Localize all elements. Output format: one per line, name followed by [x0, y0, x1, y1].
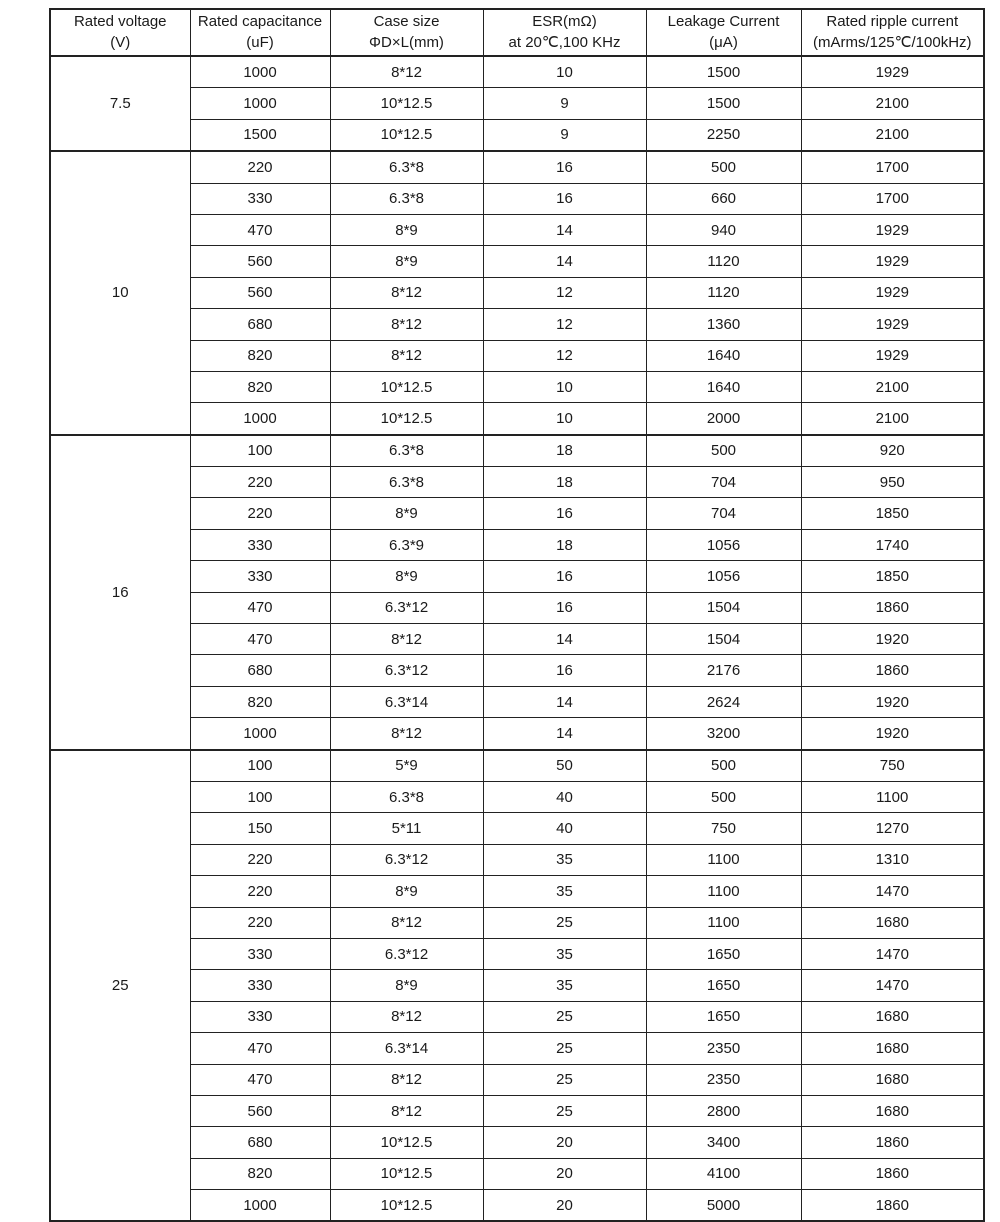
- cell-leakage-current: 500: [646, 151, 801, 183]
- cell-leakage-current: 2000: [646, 403, 801, 435]
- cell-esr: 20: [483, 1190, 646, 1222]
- col-header-case-size: [330, 9, 483, 56]
- cell-ripple-current: 1860: [801, 655, 984, 686]
- cell-leakage-current: 2350: [646, 1033, 801, 1064]
- cell-ripple-current: 1920: [801, 686, 984, 717]
- cell-ripple-current: 1929: [801, 309, 984, 340]
- cell-case-size: 6.3*8: [330, 435, 483, 467]
- cell-capacitance: 560: [190, 246, 330, 277]
- cell-ripple-current: 2100: [801, 119, 984, 151]
- cell-ripple-current: 2100: [801, 371, 984, 402]
- cell-esr: 25: [483, 1033, 646, 1064]
- cell-case-size: 8*12: [330, 907, 483, 938]
- cell-ripple-current: 1680: [801, 1001, 984, 1032]
- cell-esr: 16: [483, 498, 646, 529]
- cell-leakage-current: 5000: [646, 1190, 801, 1222]
- cell-capacitance: 470: [190, 624, 330, 655]
- cell-leakage-current: 704: [646, 467, 801, 498]
- cell-leakage-current: 750: [646, 813, 801, 844]
- cell-leakage-current: 704: [646, 498, 801, 529]
- cell-leakage-current: 1650: [646, 1001, 801, 1032]
- table-row: [50, 655, 984, 686]
- cell-case-size: 6.3*12: [330, 655, 483, 686]
- cell-capacitance: 1000: [190, 56, 330, 88]
- col-header-line2: (μA): [709, 33, 738, 51]
- table-row: [50, 1064, 984, 1095]
- cell-case-size: 10*12.5: [330, 119, 483, 151]
- cell-case-size: 8*9: [330, 561, 483, 592]
- cell-leakage-current: 1100: [646, 844, 801, 875]
- cell-case-size: 6.3*9: [330, 529, 483, 560]
- cell-case-size: 8*12: [330, 1001, 483, 1032]
- cell-leakage-current: 1500: [646, 88, 801, 119]
- cell-leakage-current: 2624: [646, 686, 801, 717]
- cell-ripple-current: 1929: [801, 214, 984, 245]
- cell-ripple-current: 1850: [801, 498, 984, 529]
- cell-esr: 14: [483, 624, 646, 655]
- cell-ripple-current: 950: [801, 467, 984, 498]
- cell-capacitance: 100: [190, 781, 330, 812]
- cell-case-size: 8*12: [330, 1095, 483, 1126]
- col-header-ripple-current: [801, 9, 984, 56]
- cell-esr: 10: [483, 403, 646, 435]
- table-row: [50, 844, 984, 875]
- table-row: [50, 686, 984, 717]
- table-row: [50, 1095, 984, 1126]
- cell-esr: 12: [483, 340, 646, 371]
- cell-ripple-current: 1310: [801, 844, 984, 875]
- table-row: [50, 624, 984, 655]
- table-row: [50, 529, 984, 560]
- cell-capacitance: 1000: [190, 718, 330, 750]
- cell-capacitance: 1000: [190, 403, 330, 435]
- cell-esr: 16: [483, 561, 646, 592]
- cell-leakage-current: 3200: [646, 718, 801, 750]
- cell-esr: 14: [483, 246, 646, 277]
- cell-leakage-current: 1120: [646, 277, 801, 308]
- table-row: [50, 277, 984, 308]
- col-header-line2: ΦD×L(mm): [369, 33, 444, 51]
- cell-capacitance: 470: [190, 592, 330, 623]
- cell-esr: 18: [483, 529, 646, 560]
- table-row: [50, 214, 984, 245]
- cell-esr: 16: [483, 592, 646, 623]
- cell-case-size: 6.3*8: [330, 781, 483, 812]
- cell-ripple-current: 1470: [801, 970, 984, 1001]
- cell-case-size: 6.3*14: [330, 1033, 483, 1064]
- cell-ripple-current: 1929: [801, 56, 984, 88]
- cell-capacitance: 820: [190, 340, 330, 371]
- cell-case-size: 6.3*8: [330, 183, 483, 214]
- cell-ripple-current: 1740: [801, 529, 984, 560]
- cell-leakage-current: 4100: [646, 1158, 801, 1189]
- cell-case-size: 8*9: [330, 498, 483, 529]
- cell-case-size: 6.3*8: [330, 467, 483, 498]
- cell-rated-voltage: 7.5: [50, 56, 190, 151]
- cell-case-size: 8*12: [330, 1064, 483, 1095]
- cell-esr: 16: [483, 151, 646, 183]
- cell-leakage-current: 500: [646, 435, 801, 467]
- cell-capacitance: 220: [190, 876, 330, 907]
- cell-leakage-current: 500: [646, 781, 801, 812]
- cell-case-size: 8*12: [330, 624, 483, 655]
- table-row: [50, 718, 984, 750]
- cell-esr: 16: [483, 183, 646, 214]
- cell-capacitance: 330: [190, 561, 330, 592]
- table-row: [50, 403, 984, 435]
- cell-ripple-current: 1929: [801, 340, 984, 371]
- cell-ripple-current: 1470: [801, 876, 984, 907]
- table-row: [50, 119, 984, 151]
- cell-leakage-current: 1650: [646, 970, 801, 1001]
- table-row: [50, 340, 984, 371]
- cell-capacitance: 470: [190, 1033, 330, 1064]
- table-row: [50, 938, 984, 969]
- cell-leakage-current: 500: [646, 750, 801, 782]
- table-row: [50, 592, 984, 623]
- cell-capacitance: 820: [190, 371, 330, 402]
- cell-esr: 14: [483, 718, 646, 750]
- cell-case-size: 8*9: [330, 214, 483, 245]
- cell-case-size: 8*9: [330, 246, 483, 277]
- cell-case-size: 8*9: [330, 876, 483, 907]
- cell-leakage-current: 1650: [646, 938, 801, 969]
- cell-case-size: 8*12: [330, 718, 483, 750]
- cell-case-size: 10*12.5: [330, 403, 483, 435]
- cell-esr: 12: [483, 309, 646, 340]
- table-row: [50, 1001, 984, 1032]
- cell-ripple-current: 1860: [801, 1127, 984, 1158]
- cell-esr: 9: [483, 119, 646, 151]
- cell-leakage-current: 2250: [646, 119, 801, 151]
- cell-esr: 25: [483, 1095, 646, 1126]
- cell-ripple-current: 1470: [801, 938, 984, 969]
- cell-leakage-current: 2176: [646, 655, 801, 686]
- spec-table: [49, 8, 985, 1222]
- cell-capacitance: 330: [190, 529, 330, 560]
- table-row: [50, 781, 984, 812]
- cell-ripple-current: 1700: [801, 151, 984, 183]
- cell-ripple-current: 2100: [801, 88, 984, 119]
- cell-capacitance: 560: [190, 277, 330, 308]
- cell-case-size: 6.3*12: [330, 592, 483, 623]
- cell-leakage-current: 1360: [646, 309, 801, 340]
- cell-capacitance: 680: [190, 309, 330, 340]
- cell-case-size: 8*12: [330, 277, 483, 308]
- cell-capacitance: 330: [190, 938, 330, 969]
- cell-capacitance: 680: [190, 655, 330, 686]
- cell-leakage-current: 1056: [646, 561, 801, 592]
- cell-case-size: 5*9: [330, 750, 483, 782]
- cell-esr: 14: [483, 214, 646, 245]
- spec-table-container: [49, 8, 985, 1222]
- cell-ripple-current: 1700: [801, 183, 984, 214]
- table-row: [50, 88, 984, 119]
- cell-leakage-current: 1504: [646, 624, 801, 655]
- col-header-line2: (mArms/125℃/100kHz): [812, 33, 972, 51]
- cell-capacitance: 330: [190, 970, 330, 1001]
- cell-ripple-current: 1680: [801, 1064, 984, 1095]
- cell-esr: 35: [483, 970, 646, 1001]
- cell-ripple-current: 1680: [801, 907, 984, 938]
- cell-capacitance: 220: [190, 907, 330, 938]
- table-row: [50, 561, 984, 592]
- cell-capacitance: 330: [190, 1001, 330, 1032]
- table-row: [50, 498, 984, 529]
- col-header-line2: (uF): [246, 33, 274, 51]
- cell-esr: 25: [483, 907, 646, 938]
- cell-leakage-current: 1100: [646, 876, 801, 907]
- table-row: [50, 750, 984, 782]
- cell-esr: 14: [483, 686, 646, 717]
- cell-ripple-current: 1270: [801, 813, 984, 844]
- cell-leakage-current: 1500: [646, 56, 801, 88]
- col-header-line2: (V): [110, 33, 131, 51]
- cell-esr: 16: [483, 655, 646, 686]
- cell-capacitance: 1500: [190, 119, 330, 151]
- cell-ripple-current: 1100: [801, 781, 984, 812]
- cell-capacitance: 220: [190, 151, 330, 183]
- cell-leakage-current: 1640: [646, 371, 801, 402]
- col-header-line1: Rated ripple current: [826, 13, 959, 31]
- cell-case-size: 10*12.5: [330, 1190, 483, 1222]
- cell-ripple-current: 920: [801, 435, 984, 467]
- table-row: [50, 970, 984, 1001]
- col-header-line1: Rated capacitance: [197, 13, 323, 31]
- cell-ripple-current: 1860: [801, 592, 984, 623]
- table-row: [50, 435, 984, 467]
- cell-esr: 18: [483, 435, 646, 467]
- table-row: [50, 1033, 984, 1064]
- cell-capacitance: 820: [190, 1158, 330, 1189]
- col-header-leakage-current: [646, 9, 801, 56]
- cell-esr: 35: [483, 876, 646, 907]
- col-header-rated-voltage: [50, 9, 190, 56]
- cell-leakage-current: 1100: [646, 907, 801, 938]
- table-row: [50, 309, 984, 340]
- cell-rated-voltage: 25: [50, 750, 190, 1222]
- table-row: [50, 467, 984, 498]
- col-header-line1: Rated voltage: [73, 13, 167, 31]
- cell-leakage-current: 660: [646, 183, 801, 214]
- cell-ripple-current: 1920: [801, 624, 984, 655]
- table-row: [50, 151, 984, 183]
- cell-rated-voltage: 10: [50, 151, 190, 435]
- cell-capacitance: 220: [190, 467, 330, 498]
- cell-leakage-current: 1120: [646, 246, 801, 277]
- cell-leakage-current: 2800: [646, 1095, 801, 1126]
- cell-leakage-current: 1504: [646, 592, 801, 623]
- cell-case-size: 8*12: [330, 56, 483, 88]
- cell-capacitance: 1000: [190, 88, 330, 119]
- cell-case-size: 10*12.5: [330, 88, 483, 119]
- cell-esr: 25: [483, 1064, 646, 1095]
- cell-capacitance: 470: [190, 214, 330, 245]
- cell-case-size: 5*11: [330, 813, 483, 844]
- cell-case-size: 6.3*14: [330, 686, 483, 717]
- cell-rated-voltage: 16: [50, 435, 190, 750]
- cell-case-size: 10*12.5: [330, 371, 483, 402]
- cell-ripple-current: 1929: [801, 246, 984, 277]
- cell-esr: 10: [483, 371, 646, 402]
- cell-ripple-current: 1860: [801, 1158, 984, 1189]
- cell-ripple-current: 1920: [801, 718, 984, 750]
- cell-esr: 40: [483, 781, 646, 812]
- cell-esr: 25: [483, 1001, 646, 1032]
- cell-esr: 40: [483, 813, 646, 844]
- cell-ripple-current: 1860: [801, 1190, 984, 1222]
- cell-capacitance: 220: [190, 498, 330, 529]
- cell-case-size: 6.3*12: [330, 844, 483, 875]
- table-row: [50, 1190, 984, 1222]
- cell-capacitance: 820: [190, 686, 330, 717]
- spec-table-header: [50, 9, 984, 56]
- cell-case-size: 10*12.5: [330, 1158, 483, 1189]
- cell-leakage-current: 3400: [646, 1127, 801, 1158]
- cell-case-size: 6.3*8: [330, 151, 483, 183]
- cell-ripple-current: 1929: [801, 277, 984, 308]
- cell-esr: 35: [483, 844, 646, 875]
- cell-leakage-current: 1056: [646, 529, 801, 560]
- cell-case-size: 8*12: [330, 309, 483, 340]
- cell-capacitance: 560: [190, 1095, 330, 1126]
- cell-capacitance: 220: [190, 844, 330, 875]
- cell-capacitance: 100: [190, 435, 330, 467]
- cell-leakage-current: 940: [646, 214, 801, 245]
- table-row: [50, 183, 984, 214]
- cell-esr: 20: [483, 1158, 646, 1189]
- table-row: [50, 1127, 984, 1158]
- col-header-esr: [483, 9, 646, 56]
- header-row: [50, 9, 984, 56]
- cell-ripple-current: 1680: [801, 1033, 984, 1064]
- cell-case-size: 6.3*12: [330, 938, 483, 969]
- table-row: [50, 813, 984, 844]
- table-row: [50, 1158, 984, 1189]
- table-row: [50, 876, 984, 907]
- cell-capacitance: 330: [190, 183, 330, 214]
- cell-esr: 50: [483, 750, 646, 782]
- table-row: [50, 907, 984, 938]
- cell-capacitance: 150: [190, 813, 330, 844]
- cell-capacitance: 1000: [190, 1190, 330, 1222]
- table-row: [50, 246, 984, 277]
- cell-esr: 20: [483, 1127, 646, 1158]
- col-header-rated-capacitance: [190, 9, 330, 56]
- table-row: [50, 371, 984, 402]
- cell-ripple-current: 750: [801, 750, 984, 782]
- cell-leakage-current: 2350: [646, 1064, 801, 1095]
- cell-capacitance: 470: [190, 1064, 330, 1095]
- cell-esr: 35: [483, 938, 646, 969]
- col-header-line1: ESR(mΩ): [532, 13, 597, 31]
- cell-case-size: 8*12: [330, 340, 483, 371]
- cell-ripple-current: 2100: [801, 403, 984, 435]
- col-header-line2: at 20℃,100 KHz: [508, 33, 621, 51]
- cell-esr: 9: [483, 88, 646, 119]
- cell-capacitance: 680: [190, 1127, 330, 1158]
- col-header-line1: Case size: [373, 13, 440, 31]
- cell-esr: 12: [483, 277, 646, 308]
- table-row: [50, 56, 984, 88]
- cell-ripple-current: 1680: [801, 1095, 984, 1126]
- cell-case-size: 8*9: [330, 970, 483, 1001]
- cell-capacitance: 100: [190, 750, 330, 782]
- spec-table-body: [50, 56, 984, 1221]
- cell-ripple-current: 1850: [801, 561, 984, 592]
- col-header-line1: Leakage Current: [667, 13, 780, 31]
- cell-leakage-current: 1640: [646, 340, 801, 371]
- cell-esr: 18: [483, 467, 646, 498]
- cell-esr: 10: [483, 56, 646, 88]
- cell-case-size: 10*12.5: [330, 1127, 483, 1158]
